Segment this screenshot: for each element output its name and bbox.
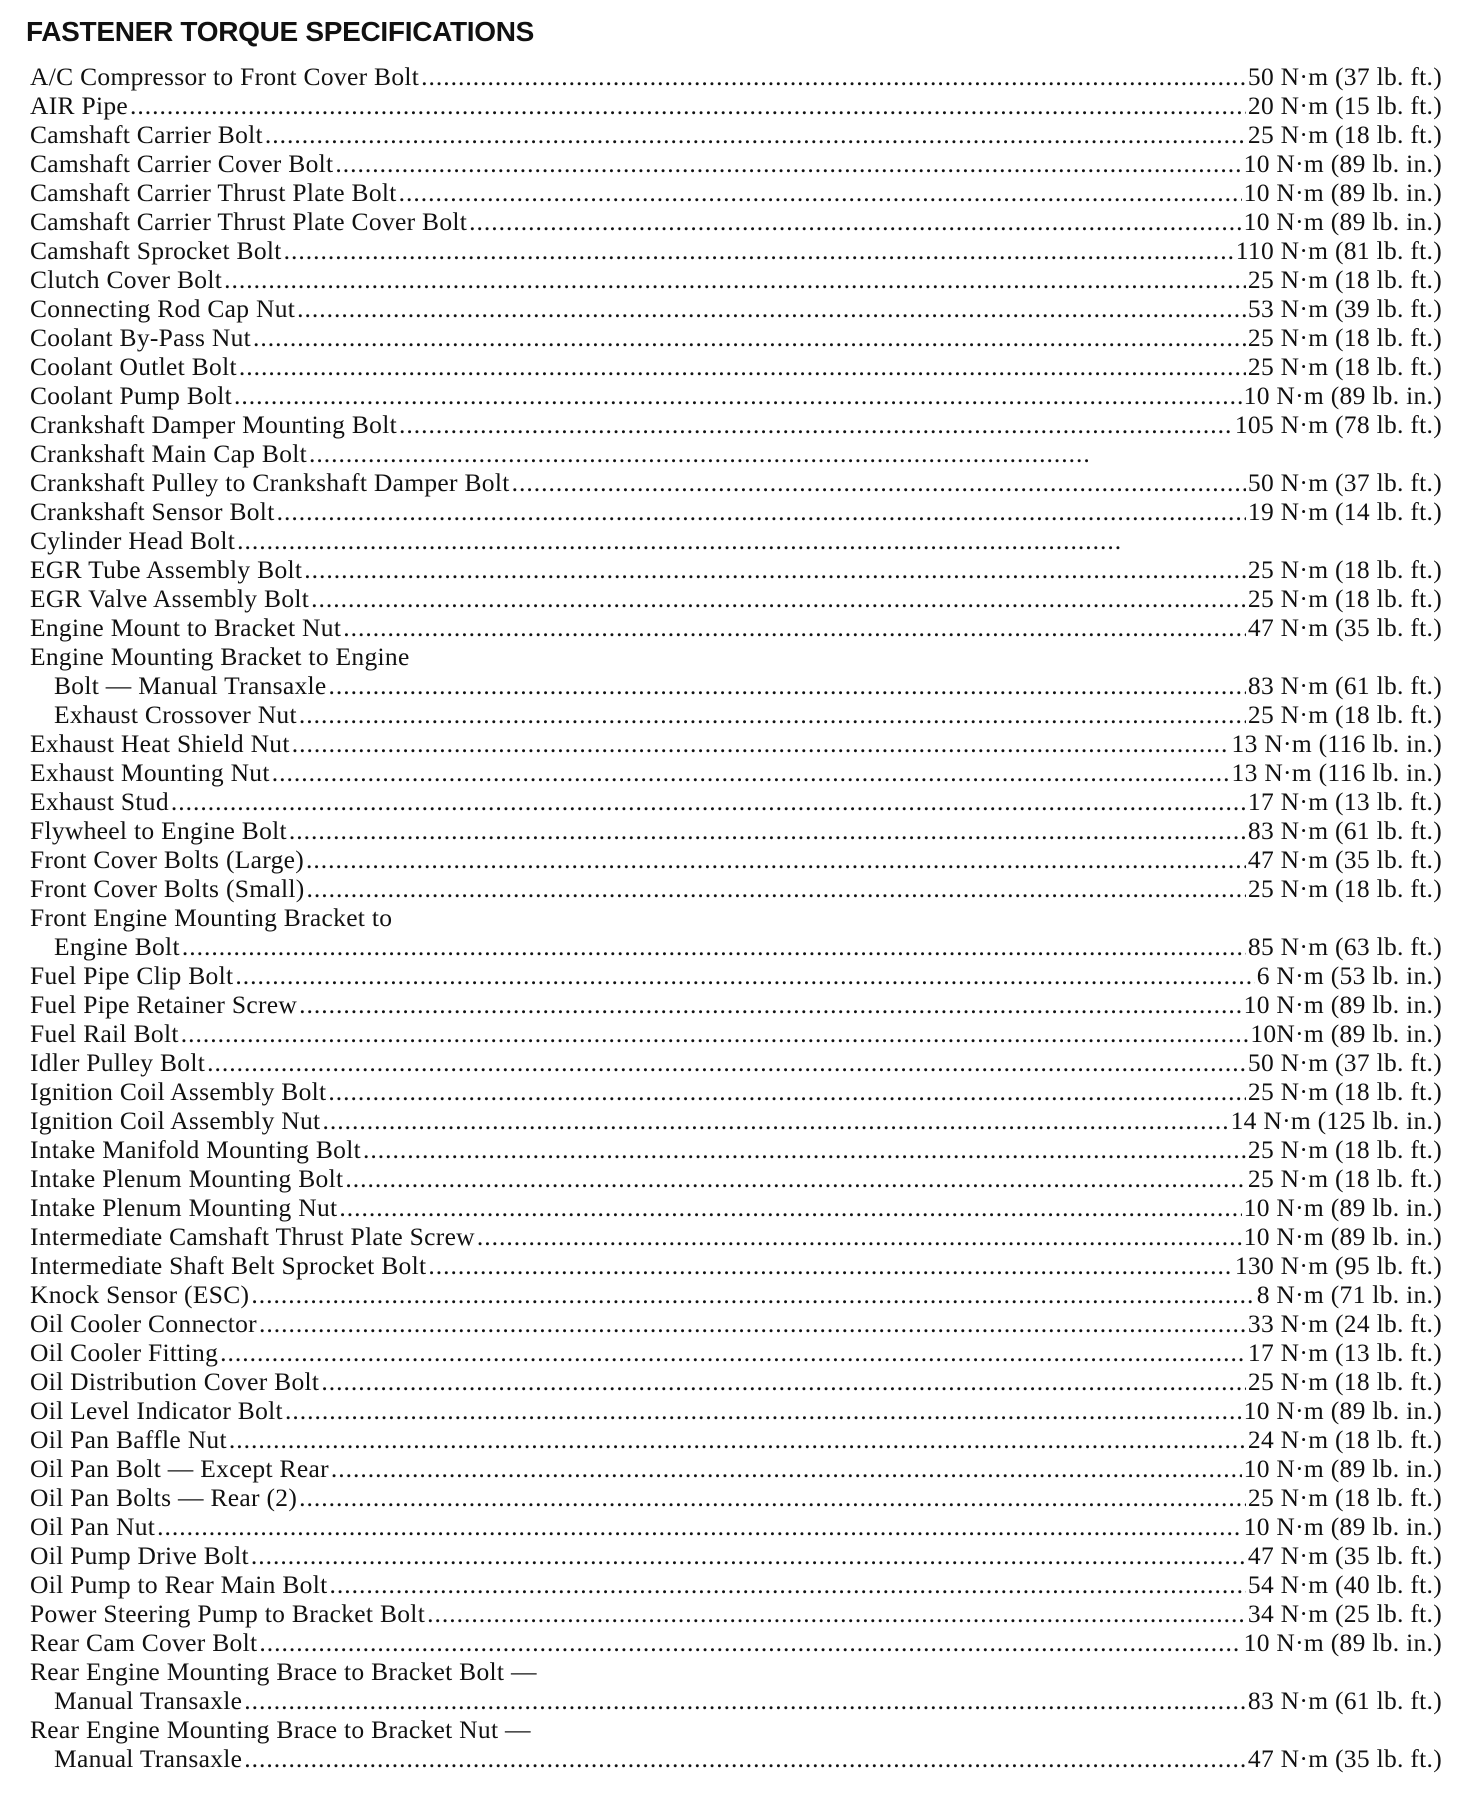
spec-row: [30, 642, 1442, 671]
spec-torque-value: 83 N·m (61 lb. ft.): [1247, 1686, 1442, 1715]
dot-leader: [512, 468, 1246, 497]
spec-fastener-label: AIR Pipe: [30, 91, 129, 120]
spec-fastener-label: Rear Cam Cover Bolt: [30, 1628, 258, 1657]
dot-leader: [251, 1280, 1254, 1309]
spec-row: [30, 120, 1442, 149]
spec-fastener-label: Ignition Coil Assembly Nut: [30, 1106, 321, 1135]
spec-row: [30, 526, 1442, 555]
spec-torque-value: 14 N·m (125 lb. in.): [1230, 1106, 1442, 1135]
spec-row: [30, 961, 1442, 990]
spec-torque-value: 25 N·m (18 lb. ft.): [1247, 1077, 1442, 1106]
dot-leader: [220, 1338, 1246, 1367]
spec-torque-value: 25 N·m (18 lb. ft.): [1247, 1164, 1442, 1193]
spec-row: [30, 1454, 1442, 1483]
dot-leader: [292, 729, 1230, 758]
spec-torque-value: 10 N·m (89 lb. in.): [1243, 1222, 1442, 1251]
spec-row: [30, 1657, 1442, 1686]
spec-fastener-label: Knock Sensor (ESC): [30, 1280, 250, 1309]
dot-leader: [477, 1222, 1242, 1251]
spec-torque-value: 83 N·m (61 lb. ft.): [1247, 816, 1442, 845]
dot-leader: [253, 323, 1246, 352]
dot-leader: [428, 1251, 1233, 1280]
spec-fastener-label: Oil Pump to Rear Main Bolt: [30, 1570, 328, 1599]
spec-row: [30, 903, 1442, 932]
spec-torque-value: 83 N·m (61 lb. ft.): [1247, 671, 1442, 700]
dot-leader: [130, 91, 1246, 120]
spec-fastener-label: A/C Compressor to Front Cover Bolt: [30, 62, 420, 91]
spec-torque-value: 10 N·m (89 lb. in.): [1243, 1512, 1442, 1541]
dot-leader: [284, 236, 1234, 265]
spec-row: [30, 1048, 1442, 1077]
spec-torque-value: 6 N·m (53 lb. in.): [1256, 961, 1442, 990]
spec-row: [30, 1396, 1442, 1425]
spec-row: [30, 932, 1442, 961]
spec-fastener-label: Cylinder Head Bolt: [30, 526, 236, 555]
spec-torque-value: 13 N·m (116 lb. in.): [1231, 758, 1442, 787]
dot-leader: [234, 381, 1242, 410]
spec-row: [30, 497, 1442, 526]
spec-row: [30, 1425, 1442, 1454]
spec-row: [30, 555, 1442, 584]
dot-leader: [421, 62, 1246, 91]
spec-fastener-label: Camshaft Carrier Bolt: [30, 120, 263, 149]
spec-fastener-label: Fuel Rail Bolt: [30, 1019, 179, 1048]
spec-fastener-label: Front Engine Mounting Bracket to: [30, 903, 393, 932]
dot-leader: [299, 990, 1242, 1019]
spec-fastener-label: Idler Pulley Bolt: [30, 1048, 206, 1077]
spec-row: [30, 1570, 1442, 1599]
spec-torque-value: 10 N·m (89 lb. in.): [1243, 149, 1442, 178]
spec-torque-value: 8 N·m (71 lb. in.): [1256, 1280, 1442, 1309]
spec-row: [30, 265, 1442, 294]
spec-fastener-label: Oil Pan Bolt — Except Rear: [30, 1454, 329, 1483]
spec-row: [30, 1106, 1442, 1135]
spec-fastener-label: Engine Mount to Bracket Nut: [30, 613, 342, 642]
spec-torque-value: 17 N·m (13 lb. ft.): [1247, 1338, 1442, 1367]
spec-torque-value: 50 N·m (37 lb. ft.): [1247, 1048, 1442, 1077]
spec-torque-value: 25 N·m (18 lb. ft.): [1247, 1135, 1442, 1164]
spec-row: [30, 1164, 1442, 1193]
spec-torque-value: 25 N·m (18 lb. ft.): [1247, 352, 1442, 381]
spec-row: [30, 1077, 1442, 1106]
spec-fastener-label: Manual Transaxle: [54, 1686, 243, 1715]
spec-torque-value: 25 N·m (18 lb. ft.): [1247, 555, 1442, 584]
spec-fastener-label: Fuel Pipe Retainer Screw: [30, 990, 298, 1019]
spec-row: [30, 1135, 1442, 1164]
spec-fastener-label: Flywheel to Engine Bolt: [30, 816, 287, 845]
spec-fastener-label: Manual Transaxle: [54, 1744, 243, 1773]
spec-row: [30, 1251, 1442, 1280]
spec-fastener-label: Connecting Rod Cap Nut: [30, 294, 296, 323]
dot-leader: [259, 1628, 1241, 1657]
spec-fastener-label: Intake Plenum Mounting Bolt: [30, 1164, 344, 1193]
spec-fastener-label: Oil Pan Bolts — Rear (2): [30, 1483, 298, 1512]
page-title: FASTENER TORQUE SPECIFICATIONS: [26, 16, 535, 47]
spec-row: [30, 584, 1442, 613]
dot-leader: [229, 1425, 1246, 1454]
spec-torque-value: 17 N·m (13 lb. ft.): [1247, 787, 1442, 816]
dot-leader: [297, 294, 1246, 323]
spec-row: [30, 236, 1442, 265]
spec-fastener-label: Oil Level Indicator Bolt: [30, 1396, 283, 1425]
dot-leader: [306, 845, 1246, 874]
spec-torque-value: 25 N·m (18 lb. ft.): [1247, 1483, 1442, 1512]
spec-torque-value: 10 N·m (89 lb. in.): [1243, 1628, 1442, 1657]
spec-fastener-label: Power Steering Pump to Bracket Bolt: [30, 1599, 426, 1628]
dot-leader: [329, 671, 1246, 700]
dot-leader: [343, 613, 1246, 642]
dot-leader: [285, 1396, 1242, 1425]
spec-fastener-label: Intermediate Camshaft Thrust Plate Screw: [30, 1222, 475, 1251]
spec-fastener-label: Intermediate Shaft Belt Sprocket Bolt: [30, 1251, 427, 1280]
dot-leader: [251, 1541, 1246, 1570]
spec-fastener-label: Bolt — Manual Transaxle: [54, 671, 327, 700]
spec-fastener-label: Rear Engine Mounting Brace to Bracket Bolt —: [30, 1657, 537, 1686]
spec-torque-value: 25 N·m (18 lb. ft.): [1247, 874, 1442, 903]
spec-torque-value: 10N·m (89 lb. in.): [1250, 1019, 1442, 1048]
spec-row: [30, 1222, 1442, 1251]
spec-torque-value: 130 N·m (95 lb. ft.): [1234, 1251, 1442, 1280]
torque-spec-list: [30, 62, 1442, 1773]
spec-fastener-label: Camshaft Sprocket Bolt: [30, 236, 282, 265]
spec-row: [30, 671, 1442, 700]
dot-leader: [321, 1367, 1246, 1396]
dot-leader: [335, 149, 1241, 178]
dot-leader: [307, 874, 1246, 903]
spec-row: [30, 294, 1442, 323]
spec-row: [30, 381, 1442, 410]
dot-leader: [469, 207, 1241, 236]
dot-leader: [207, 1048, 1246, 1077]
spec-row: [30, 700, 1442, 729]
spec-fastener-label: Crankshaft Sensor Bolt: [30, 497, 275, 526]
spec-row: [30, 990, 1442, 1019]
spec-fastener-label: Ignition Coil Assembly Bolt: [30, 1077, 327, 1106]
dot-leader: [330, 1570, 1246, 1599]
dot-leader: [157, 1512, 1242, 1541]
spec-torque-value: 25 N·m (18 lb. ft.): [1247, 120, 1442, 149]
spec-torque-value: 10 N·m (89 lb. in.): [1243, 207, 1442, 236]
spec-torque-value: 25 N·m (18 lb. ft.): [1247, 1367, 1442, 1396]
dot-leader: [363, 1135, 1246, 1164]
dot-leader: [309, 439, 1089, 468]
spec-row: [30, 816, 1442, 845]
dot-leader: [311, 584, 1246, 613]
spec-row: [30, 178, 1442, 207]
spec-torque-value: 47 N·m (35 lb. ft.): [1247, 1744, 1442, 1773]
spec-torque-value: 25 N·m (18 lb. ft.): [1247, 700, 1442, 729]
spec-fastener-label: Coolant By-Pass Nut: [30, 323, 252, 352]
spec-row: [30, 149, 1442, 178]
spec-fastener-label: Oil Cooler Connector: [30, 1309, 257, 1338]
dot-leader: [235, 961, 1254, 990]
spec-fastener-label: EGR Valve Assembly Bolt: [30, 584, 310, 613]
spec-fastener-label: Fuel Pipe Clip Bolt: [30, 961, 234, 990]
spec-fastener-label: Coolant Outlet Bolt: [30, 352, 237, 381]
spec-fastener-label: Exhaust Heat Shield Nut: [30, 729, 290, 758]
spec-fastener-label: Exhaust Crossover Nut: [54, 700, 297, 729]
spec-fastener-label: Crankshaft Pulley to Crankshaft Damper Bolt: [30, 468, 510, 497]
spec-row: [30, 758, 1442, 787]
spec-row: [30, 1686, 1442, 1715]
dot-leader: [272, 758, 1230, 787]
spec-fastener-label: Crankshaft Main Cap Bolt: [30, 439, 308, 468]
spec-fastener-label: Front Cover Bolts (Small): [30, 874, 305, 903]
spec-torque-value: 20 N·m (15 lb. ft.): [1247, 91, 1442, 120]
spec-torque-value: 25 N·m (18 lb. ft.): [1247, 323, 1442, 352]
spec-row: [30, 1309, 1442, 1338]
spec-row: [30, 468, 1442, 497]
spec-row: [30, 352, 1442, 381]
spec-fastener-label: Exhaust Mounting Nut: [30, 758, 270, 787]
spec-fastener-label: Coolant Pump Bolt: [30, 381, 233, 410]
spec-torque-value: 33 N·m (24 lb. ft.): [1247, 1309, 1442, 1338]
spec-fastener-label: EGR Tube Assembly Bolt: [30, 555, 303, 584]
spec-row: [30, 439, 1442, 468]
spec-row: [30, 1628, 1442, 1657]
spec-torque-value: 105 N·m (78 lb. ft.): [1234, 410, 1442, 439]
dot-leader: [399, 410, 1233, 439]
spec-fastener-label: Engine Mounting Bracket to Engine: [30, 642, 410, 671]
spec-row: [30, 1280, 1442, 1309]
spec-torque-value: 13 N·m (116 lb. in.): [1231, 729, 1442, 758]
spec-fastener-label: Rear Engine Mounting Brace to Bracket Nut —: [30, 1715, 531, 1744]
spec-torque-value: 47 N·m (35 lb. ft.): [1247, 613, 1442, 642]
dot-leader: [427, 1599, 1246, 1628]
spec-torque-value: 110 N·m (81 lb. ft.): [1235, 236, 1442, 265]
spec-row: [30, 1019, 1442, 1048]
spec-row: [30, 207, 1442, 236]
spec-fastener-label: Camshaft Carrier Cover Bolt: [30, 149, 334, 178]
dot-leader: [299, 700, 1246, 729]
spec-fastener-label: Front Cover Bolts (Large): [30, 845, 305, 874]
spec-row: [30, 1715, 1442, 1744]
spec-fastener-label: Crankshaft Damper Mounting Bolt: [30, 410, 397, 439]
dot-leader: [244, 1686, 1246, 1715]
dot-leader: [399, 178, 1242, 207]
spec-row: [30, 729, 1442, 758]
spec-fastener-label: Oil Pan Nut: [30, 1512, 156, 1541]
dot-leader: [345, 1164, 1246, 1193]
spec-row: [30, 62, 1442, 91]
dot-leader: [259, 1309, 1246, 1338]
spec-row: [30, 1512, 1442, 1541]
dot-leader: [224, 265, 1246, 294]
spec-torque-value: 50 N·m (37 lb. ft.): [1247, 468, 1442, 497]
spec-torque-value: 10 N·m (89 lb. in.): [1243, 990, 1442, 1019]
spec-fastener-label: Camshaft Carrier Thrust Plate Cover Bolt: [30, 207, 468, 236]
spec-torque-value: 47 N·m (35 lb. ft.): [1247, 1541, 1442, 1570]
spec-torque-value: 25 N·m (18 lb. ft.): [1247, 265, 1442, 294]
spec-row: [30, 845, 1442, 874]
spec-fastener-label: Engine Bolt: [54, 932, 180, 961]
spec-row: [30, 1193, 1442, 1222]
spec-torque-value: 47 N·m (35 lb. ft.): [1247, 845, 1442, 874]
spec-torque-value: 19 N·m (14 lb. ft.): [1247, 497, 1442, 526]
spec-torque-value: 50 N·m (37 lb. ft.): [1247, 62, 1442, 91]
dot-leader: [289, 816, 1246, 845]
dot-leader: [244, 1744, 1246, 1773]
spec-torque-value: 25 N·m (18 lb. ft.): [1247, 584, 1442, 613]
spec-torque-value: 54 N·m (40 lb. ft.): [1247, 1570, 1442, 1599]
dot-leader: [339, 1193, 1241, 1222]
dot-leader: [181, 1019, 1249, 1048]
dot-leader: [277, 497, 1246, 526]
spec-torque-value: 85 N·m (63 lb. ft.): [1247, 932, 1442, 961]
dot-leader: [304, 555, 1246, 584]
spec-row: [30, 1599, 1442, 1628]
dot-leader: [237, 526, 1123, 555]
spec-fastener-label: Oil Pump Drive Bolt: [30, 1541, 249, 1570]
dot-leader: [265, 120, 1246, 149]
spec-fastener-label: Oil Cooler Fitting: [30, 1338, 219, 1367]
spec-row: [30, 874, 1442, 903]
spec-fastener-label: Oil Pan Baffle Nut: [30, 1425, 227, 1454]
dot-leader: [299, 1483, 1246, 1512]
spec-torque-value: 10 N·m (89 lb. in.): [1243, 1396, 1442, 1425]
spec-row: [30, 787, 1442, 816]
spec-fastener-label: Intake Manifold Mounting Bolt: [30, 1135, 361, 1164]
spec-torque-value: 53 N·m (39 lb. ft.): [1247, 294, 1442, 323]
dot-leader: [171, 787, 1246, 816]
dot-leader: [322, 1106, 1228, 1135]
spec-row: [30, 323, 1442, 352]
spec-torque-value: 10 N·m (89 lb. in.): [1243, 178, 1442, 207]
spec-row: [30, 1483, 1442, 1512]
spec-row: [30, 1367, 1442, 1396]
dot-leader: [328, 1077, 1245, 1106]
spec-row: [30, 91, 1442, 120]
spec-torque-value: 24 N·m (18 lb. ft.): [1247, 1425, 1442, 1454]
spec-torque-value: 34 N·m (25 lb. ft.): [1247, 1599, 1442, 1628]
dot-leader: [331, 1454, 1242, 1483]
dot-leader: [239, 352, 1246, 381]
spec-torque-value: 10 N·m (89 lb. in.): [1243, 1454, 1442, 1483]
spec-fastener-label: Intake Plenum Mounting Nut: [30, 1193, 338, 1222]
spec-fastener-label: Exhaust Stud: [30, 787, 169, 816]
spec-torque-value: 10 N·m (89 lb. in.): [1243, 1193, 1442, 1222]
spec-row: [30, 410, 1442, 439]
spec-fastener-label: Clutch Cover Bolt: [30, 265, 223, 294]
spec-fastener-label: Oil Distribution Cover Bolt: [30, 1367, 320, 1396]
dot-leader: [182, 932, 1246, 961]
spec-row: [30, 1338, 1442, 1367]
spec-row: [30, 613, 1442, 642]
spec-torque-value: 10 N·m (89 lb. in.): [1243, 381, 1442, 410]
spec-row: [30, 1744, 1442, 1773]
spec-row: [30, 1541, 1442, 1570]
spec-fastener-label: Camshaft Carrier Thrust Plate Bolt: [30, 178, 397, 207]
